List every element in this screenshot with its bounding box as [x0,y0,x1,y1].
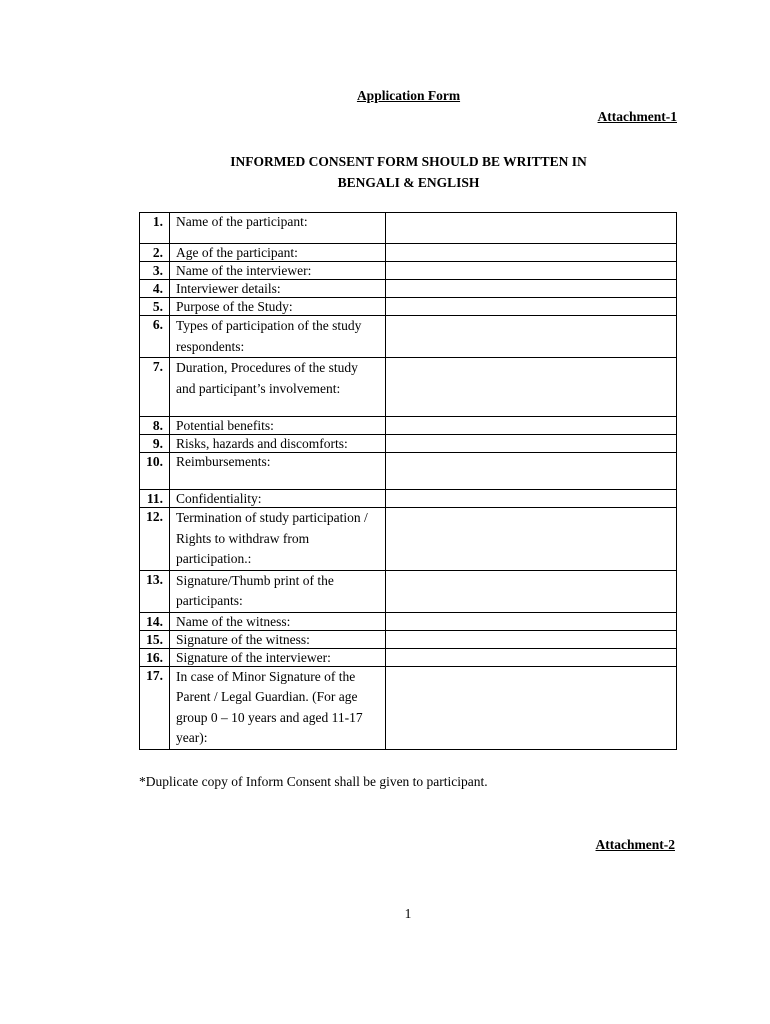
row-value-field[interactable] [386,612,677,630]
page-title: Application Form [356,88,461,103]
row-number: 4. [140,280,170,298]
table-row [140,417,677,435]
row-label: Age of the participant: [170,244,386,262]
row-value-field[interactable] [386,453,677,490]
table-row [140,298,677,316]
row-number: 13. [140,570,170,612]
row-number: 5. [140,298,170,316]
row-label: Name of the witness: [170,612,386,630]
row-number: 9. [140,435,170,453]
row-number: 2. [140,244,170,262]
row-label: Purpose of the Study: [170,298,386,316]
table-row [140,244,677,262]
heading-line-2: BENGALI & ENGLISH [337,175,480,190]
row-number: 10. [140,453,170,490]
row-value-field[interactable] [386,648,677,666]
row-label: Duration, Procedures of the study and participant’s involvement: [170,358,386,417]
row-number: 11. [140,490,170,508]
table-row [140,570,677,612]
row-number: 16. [140,648,170,666]
row-value-field[interactable] [386,298,677,316]
row-number: 6. [140,316,170,358]
row-label: Potential benefits: [170,417,386,435]
row-number: 1. [140,213,170,244]
row-value-field[interactable] [386,213,677,244]
footnote: *Duplicate copy of Inform Consent shall be given to participant. [139,774,488,789]
row-value-field[interactable] [386,280,677,298]
row-label: Risks, hazards and discomforts: [170,435,386,453]
row-number: 14. [140,612,170,630]
row-number: 15. [140,630,170,648]
row-number: 12. [140,508,170,571]
table-row [140,316,677,358]
row-label: Signature/Thumb print of the participants: [170,570,386,612]
row-number: 3. [140,262,170,280]
row-value-field[interactable] [386,490,677,508]
row-label: Name of the interviewer: [170,262,386,280]
row-label: Confidentiality: [170,490,386,508]
table-row [140,358,677,417]
table-row [140,280,677,298]
row-value-field[interactable] [386,358,677,417]
row-label: Termination of study participation / Rights to withdraw from participation.: [170,508,386,571]
table-row [140,648,677,666]
table-row [140,490,677,508]
consent-form-table [139,212,677,750]
table-row [140,453,677,490]
attachment-2-label: Attachment-2 [595,837,675,852]
row-value-field[interactable] [386,316,677,358]
page-number: 1 [404,906,412,921]
row-label: Name of the participant: [170,213,386,244]
table-row [140,666,677,749]
row-label: Signature of the witness: [170,630,386,648]
row-number: 8. [140,417,170,435]
row-value-field[interactable] [386,666,677,749]
form-heading [150,151,667,193]
table-row [140,508,677,571]
row-value-field[interactable] [386,630,677,648]
row-label: Reimbursements: [170,453,386,490]
row-value-field[interactable] [386,244,677,262]
table-row [140,630,677,648]
table-row [140,262,677,280]
heading-line-1: INFORMED CONSENT FORM SHOULD BE WRITTEN IN [230,154,587,169]
table-row [140,435,677,453]
row-number: 17. [140,666,170,749]
row-value-field[interactable] [386,417,677,435]
table-row [140,612,677,630]
attachment-1-label: Attachment-1 [597,109,677,124]
row-label: Signature of the interviewer: [170,648,386,666]
row-value-field[interactable] [386,570,677,612]
row-label: Interviewer details: [170,280,386,298]
row-value-field[interactable] [386,435,677,453]
row-label: Types of participation of the study respondents: [170,316,386,358]
row-value-field[interactable] [386,508,677,571]
row-number: 7. [140,358,170,417]
row-label: In case of Minor Signature of the Parent / Legal Guardian. (For age group 0 – 10 years and aged 11-17 year): [170,666,386,749]
row-value-field[interactable] [386,262,677,280]
table-row [140,213,677,244]
